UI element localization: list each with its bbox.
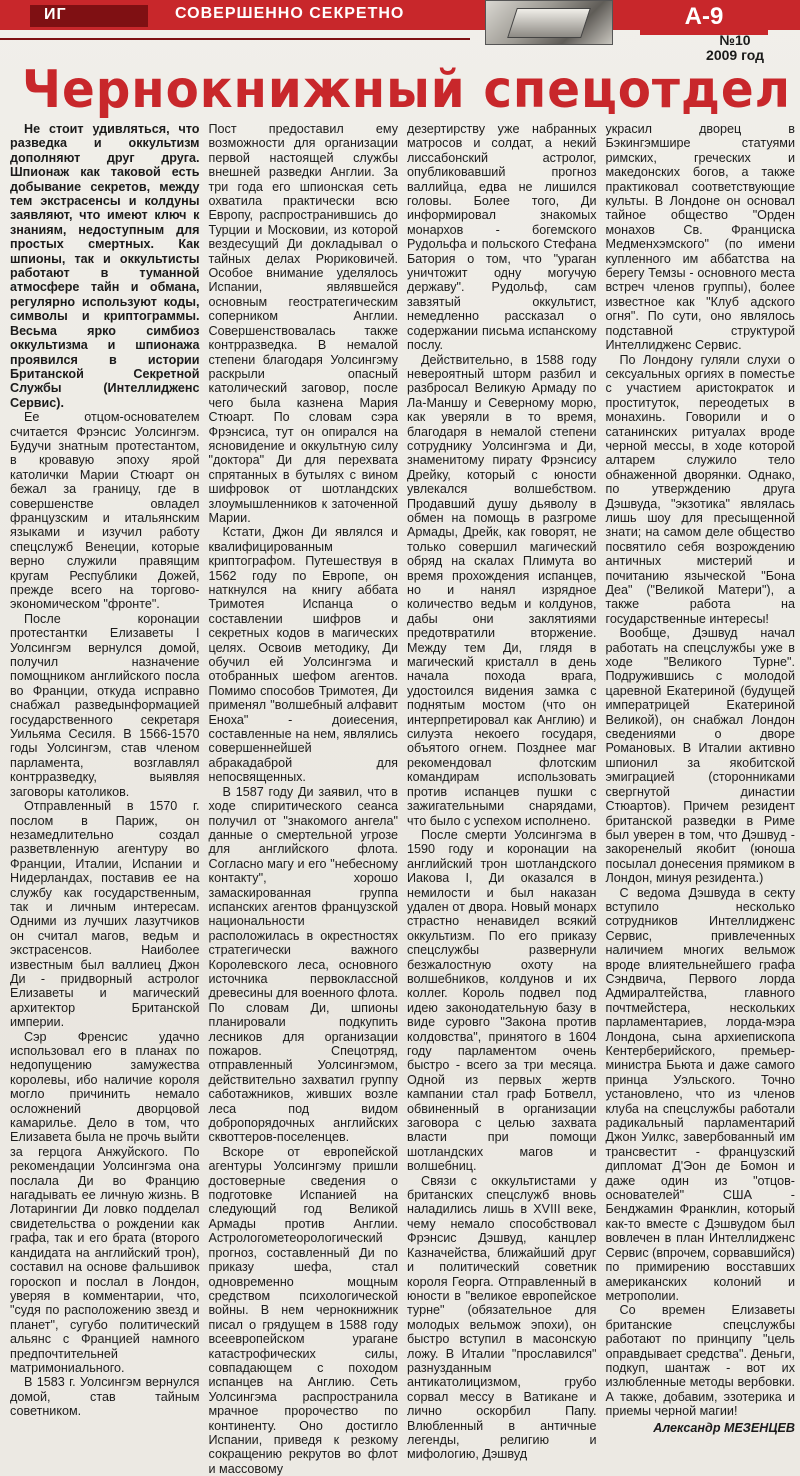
column-2: [208, 122, 399, 1476]
header-photo: [485, 0, 613, 45]
paragraph: После смерти Уолсингэма в 1590 году и коронации на английский трон шотландского Иакова I, Ди оказался в немилости и был наказан удален от двора. Новый монарх страстно ненавидел всякий оккультизм. По его приказу спецслужбы развернули безжалостную охоту на волшебников, колдунов и их коллег. Король подвел под идею законодательную базу в виде суровго "Закона против колдовства", принятого в 1604 году парламентом очень быстро - всего за три месяца. Одной из первых жертв кампании стал граф Ботвелл, обвиненный в организации заговора с целью захвата власти при помощи шотландских магов и волшебниц.: [407, 827, 597, 1174]
article-title: Чернокнижный спецотдел: [22, 60, 791, 120]
paragraph: В 1583 г. Уолсингэм вернулся домой, став тайным советником.: [10, 1375, 200, 1419]
page-number: А-9: [640, 0, 768, 35]
paragraph: Действительно, в 1588 году невероятный шторм разбил и разбросал Великую Армаду по Ла-Маншу и Северному морю, как уверяли в то время, благодаря в немалой степени сотруднику Уолсингэма и Ди, знаменитому пирату Фрэнсису Дрейку, который с юности увлекался волшебством. Продавший душу дьяволу в обмен на помощь в разгроме Армады, Дрейк, как говорят, не только совершил магический обряд на скалах Плимута во время прохождения испанцев, но и нанял изрядное количество ведьм и колдунов, дабы они заклятиями предотвратили вторжение. Между тем Ди, глядя в магический кристалл в день начала похода врага, удостоился видения замка с поднятым мостом (что он интерпретировал как Англию) и силуэта некоего государя, объятого огнем. Позднее маг рекомендовал флотским командирам использовать против испанцев пушки с зажигательными снарядами, что было с успехом исполнено.: [407, 352, 597, 828]
issue-number: №10: [719, 32, 751, 48]
section-label: ИГ: [30, 5, 148, 27]
paragraph: По Лондону гуляли слухи о сексуальных оргиях в поместье с участием аристократок и проституток, переодетых в монахинь. Говорили и о сатанинских ритуалах вроде черной мессы, в ходе которой алтарем служило тело обнаженной дворянки. Однако, по утверждению друга Дэшвуда, "экзотика" являлась лишь шоу для пресыщенной знати; на самом деле общество посвятило себя возрождению античных мистерий и почитанию языческой "Бона Деа" ("Великой Матери"), а также работа на государственные интересы!: [605, 352, 795, 626]
column-1: [10, 122, 200, 1419]
paragraph: После коронации протестантки Елизаветы I Уолсингэм вернулся домой, получил назначение помощником английского посла во Франции, откуда исправно снабжал разведынформацией государственного секретаря Уильяма Сесиля. В 1566-1570 годы Уолсингэм, став членом парламента, возглавлял контрразведку, выявляя заговоры католиков.: [10, 611, 200, 799]
issue-info: [690, 33, 780, 63]
paragraph: В 1587 году Ди заявил, что в ходе спиритического сеанса получил от "знакомого ангела" данные о смертельной угрозе для английского флота. Согласно магу и его "небесному контакту", хорошо замаскированная группа испанских агентов французской национальности расположилась в окрестностях стратегически важного Королевского леса, основного источника первоклассной древесины для военного флота. По словам Ди, шпионы планировали подкупить лесников для организации пожаров. Спецотряд, отправленный Уолсингэмом, действительно захватил группу саботажников, живших возле леса под видом добропорядочных английских сквоттеров-поселенцев.: [208, 784, 398, 1145]
paragraph: Отправленный в 1570 г. послом в Париж, он незамедлительно создал разветвленную агентуру во Франции, Италии, Испании и Нидерландах, поставив ее на службу как государственным, так и личным интересам. Одними из лучших лазутчиков он считал магов, ведьм и экстрасенсов. Наиболее известным был валлиец Джон Ди - придворный астролог Елизаветы и магический архитектор Британской империи.: [10, 799, 200, 1030]
lead-paragraph: Не стоит удивляться, что разведка и оккультизм дополняют друг друга. Шпионаж как таковой есть добывание секретов, между тем экстрасенсы и колдуны заявляют, что имеют ключ к знаниям, недоступным для простых смертных. Как шпионы, так и оккультисты работают в туманной атмосфере тайн и обмана, регулярно используют коды, символы и криптограммы. Весьма ярко симбиоз оккультизма и шпионажа проявился в истории Британской Секретной Службы (Интеллидженс Сервис).: [10, 122, 200, 410]
book-image: [507, 8, 591, 38]
paragraph: Ее отцом-основателем считается Фрэнсис Уолсингэм. Будучи знатным протестантом, в кровавую эпоху ярой католички Марии Стюарт он бежал за границу, где в совершенстве овладел французским и итальянским языками и изучил работу спецслужб Венеции, которые верно служили правящим кругам Республики Дожей, прежде всего на торгово-экономическом "фронте".: [10, 410, 200, 612]
paragraph: дезертирству уже набранных матросов и солдат, а некий лиссабонский астролог, опубликовавший прогноз валлийца, едва не лишился головы. Более того, Ди информировал знакомых монархов - богемского Рудольфа и польского Стефана Батория о том, что "ураган уничтожит одну могучую державу". Рудольф, сам завзятый оккультист, немедленно рассказал о содержании письма испанскому послу.: [407, 122, 597, 353]
paragraph: Вообще, Дэшвуд начал работать на спецслужбы уже в ходе "Великого Турне". Подружившись с молодой царевной Екатериной (будущей императрицей Екатериной Великой), он снабжал Лондон сведениями о дворе Романовых. В Италии активно шпионил за якобитской эмиграцией (сторонниками свергнутой династии Стюартов). Причем резидент британской разведки в Риме был уверен в том, что Дэшвуд - закоренелый якобит (юноша посылал донесения прямиком в Лондон, минуя резидента.): [605, 626, 795, 886]
paragraph: Вскоре от европейской агентуры Уолсингэму пришли достоверные сведения о подготовке Испанией на следующий год Великой Армады против Англии. Астрологометеорологический прогноз, составленный Ди по приказу шефа, стал одновременно мощным средством психологической войны. В нем чернокнижник писал о грядущем в 1588 году всеевропейском урагане катастрофических силы, совпадающем с походом испанцев на Англию. Сеть Уолсингэма распространила мрачное пророчество по континенту. Оно достигло Испании, приведя к резкому сокращению рекрутов во флот и массовому: [208, 1144, 398, 1476]
rubric-label: СОВЕРШЕННО СЕКРЕТНО: [175, 5, 405, 22]
paragraph: Кстати, Джон Ди являлся и квалифицированным криптографом. Путешествуя в 1562 году по Европе, он наткнулся на книгу аббата Тримотея Испанца о составлении шифров и секретных кодов в магических целях. Освоив методику, Ди обучил ей Уолсингэма и отобранных шефом агентов. Помимо способов Тримотея, Ди применял "волшебный алфавит Еноха" - доиесения, составленные на нем, являлись совершеннейшей абракадаброй для непосвященных.: [208, 525, 398, 785]
issue-year: 2009 год: [706, 47, 764, 63]
paragraph: Пост предоставил ему возможности для организации первой настоящей службы внешней разведки Англии. За три года его шпионская сеть охватила практически всю Европу, распространившись до Турции и Московии, из которой вездесущий Ди докладывал о тайных делах Рюриковичей. Особое внимание уделялось Испании, являвшейся основным геостратегическим соперником Англии. Совершенствовалась также контрразведка. В немалой степени благодаря Уолсингэму раскрыли опасный католический заговор, после чего была казнена Мария Стюарт. По словам сэра Фрэнсиса, тут он опирался на ясновидение и оккультную силу "доктора" Ди для перехвата спрятанных в бутылях с вином шифровок от шотландских злоумышленников к заточенной Марии.: [208, 122, 398, 525]
article-columns: [10, 122, 795, 1476]
paragraph: Связи с оккультистами у британских спецслужб вновь наладились лишь в XVIII веке, чему немало способствовал Фрэнсис Дэшвуд, канцлер Казначейства, ближайший друг и политический советник короля Георга. Отправленный в юности в "великое европейское турне" (обязательное для молодых вельмож эпохи), он быстро вступил в масонскую ложу. В Италии "прославился" разнузданным антикатолицизмом, грубо сорвал мессу в Ватикане и лично оскорбил Папу. Влюбленный в античные легенды, религию и мифологию, Дэшвуд: [407, 1173, 597, 1462]
header-rule: [0, 38, 470, 40]
paragraph: Сэр Френсис удачно использовал его в планах по недопущению замужества королевы, ибо наличие короля могло причинить немало осложнений дворцовой камарилье. Дело в том, что Елизавета была не прочь выйти за герцога Анжуйского. По рекомендации Уолсингэма она послала Ди во Францию нагадывать ее личную жизнь. В Лотарингии Ди ловко подделал свидетельства о рождении как графа, так и его брата (второго кандидата на английский трон), составил на основе фальшивок гороскоп и послал в Лондон, уверяя в комментарии, что, "судя по расположению звезд и планет", сугубо политический альянс с Францией намного предпочтительней матримониального.: [10, 1029, 200, 1375]
paragraph: Со времен Елизаветы британские спецслужбы работают по принципу "цель оправдывает средства". Деньги, подкуп, шантаж - вот их излюбленные методы вербовки. А также, добавим, эзотерика и приемы черной магии!: [605, 1303, 795, 1419]
paragraph: украсил дворец в Бэкингэмшире статуями римских, греческих и македонских богов, а также практиковал соответствующие культы. В Лондоне он основал тайное общество "Орден монахов Св. Франциска Медменхэмского" (по имени купленного им аббатства на берегу Темзы - основного места встреч членов группы), более известное как "Клуб адского огня". По сути, оно являлось подставной структурой Интеллидженс Сервис.: [605, 122, 795, 353]
column-3: [407, 122, 597, 1462]
paragraph: С ведома Дэшвуда в секту вступило несколько сотрудников Интеллидженс Сервис, привлеченных наличием многих вельмож вроде влиятельнейшего графа Сэндвича, Первого лорда Адмиралтейства, главного почтмейстера, нескольких парламентариев, лорда-мэра Лондона, сына архиепископа Кентерберийского, премьер-министра Бьюта и даже самого принца Уэльского. Точно установлено, что из членов клуба на спецслужбы работали радикальный парламентарий Джон Уилкс, завербованный им трансвестит - французский дипломат Д'Эон де Бомон и даже один из "отцов-основателей" США - Бенджамин Франклин, который как-то вместе с Дэшвудом был вовлечен в план Интеллидженс Сервис (впрочем, сорвавшийся) по примирению восставших американских колоний и метрополии.: [605, 885, 795, 1303]
column-4: [605, 122, 796, 1435]
author-signature: Александр МЕЗЕНЦЕВ: [653, 1420, 795, 1435]
